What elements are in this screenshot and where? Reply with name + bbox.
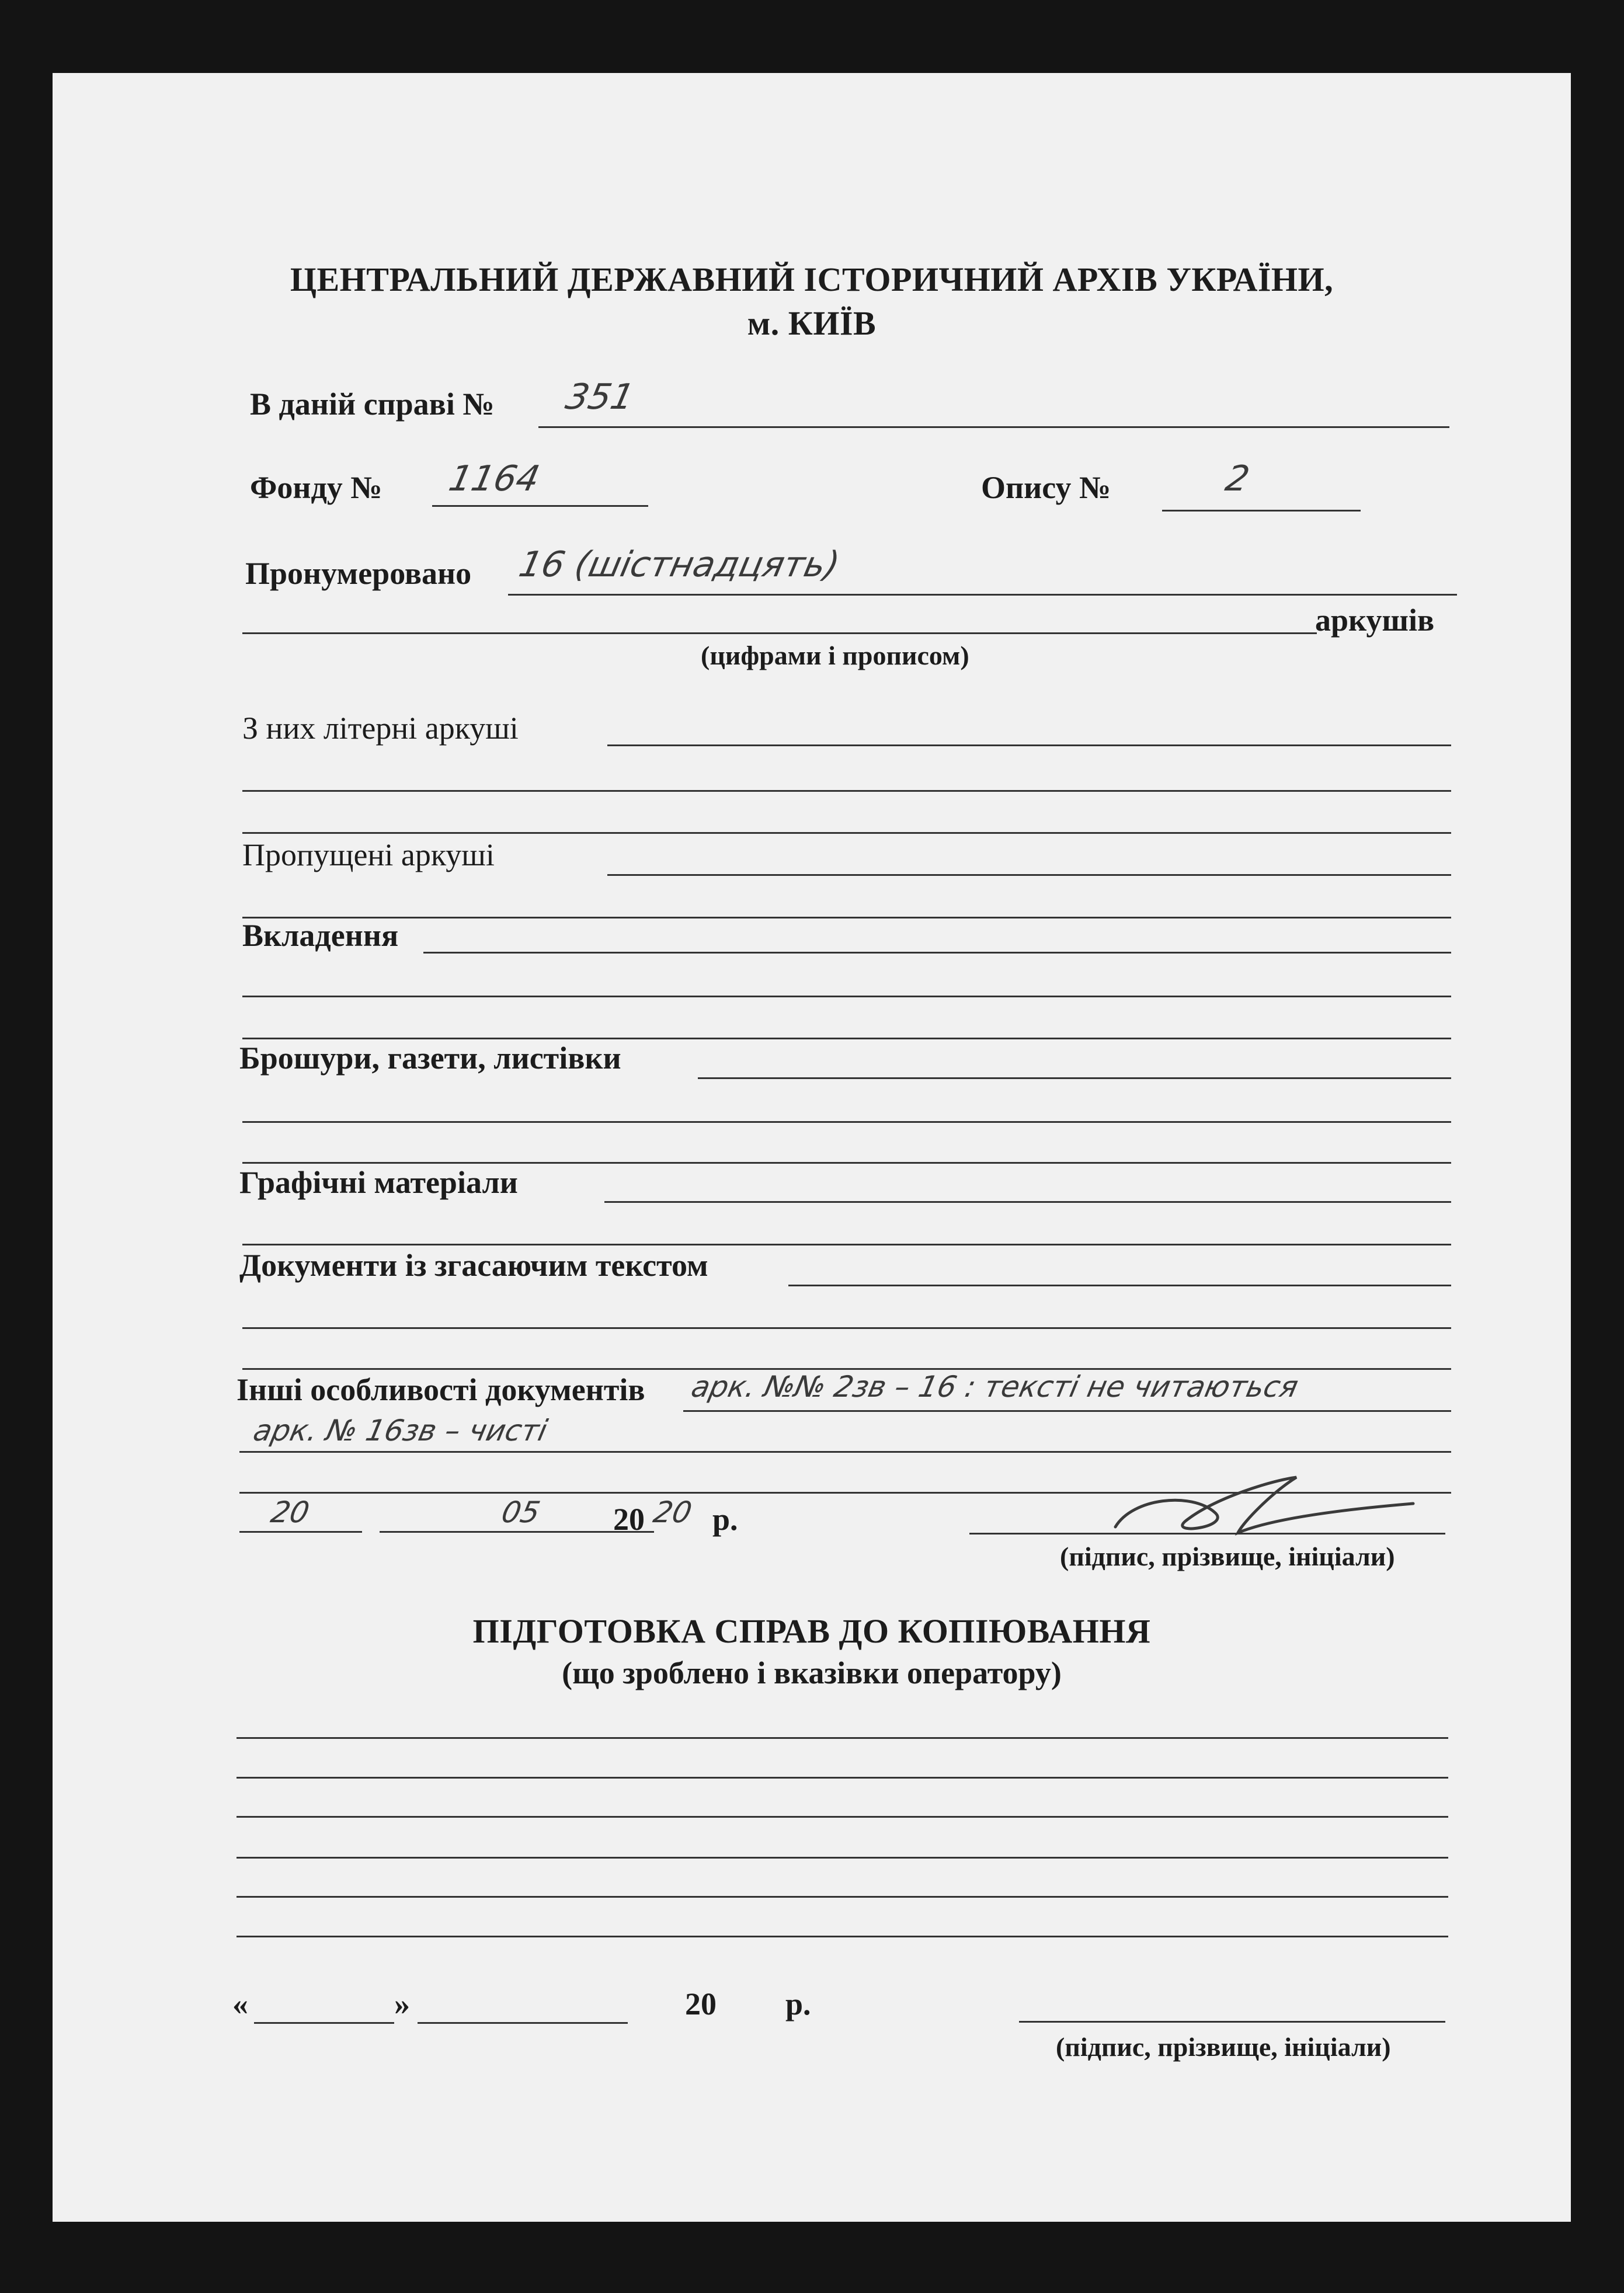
fading-line-1 <box>788 1285 1451 1286</box>
brochures-line-1 <box>698 1077 1451 1079</box>
other-value-line1[interactable]: арк. №№ 2зв – 16 : тексті не читаються <box>688 1370 1302 1404</box>
fond-label: Фонду № <box>250 470 382 505</box>
archive-name: ЦЕНТРАЛЬНИЙ ДЕРЖАВНИЙ ІСТОРИЧНИЙ АРХІВ УКРАЇНИ, <box>290 260 1334 298</box>
prep-line-3 <box>237 1816 1448 1818</box>
date-day-line <box>239 1531 362 1533</box>
attachments-label: Вкладення <box>242 918 399 953</box>
brochures-line-3 <box>242 1162 1451 1164</box>
date-r: р. <box>712 1502 738 1537</box>
date-year-prefix: 20 <box>613 1502 645 1537</box>
case-number-label: В даній справі № <box>250 387 495 422</box>
numbered-label: Пронумеровано <box>245 556 472 591</box>
prep-signature-hint: (підпис, прізвище, ініціали) <box>1056 2032 1391 2062</box>
prep-month-line <box>418 2022 628 2024</box>
graphic-line-2 <box>242 1244 1451 1245</box>
graphic-label: Графічні матеріали <box>239 1165 518 1200</box>
prep-day-line <box>254 2022 394 2024</box>
opys-label: Опису № <box>981 470 1111 505</box>
prep-subtitle: (що зроблено і вказівки оператору) <box>562 1655 1062 1690</box>
missing-sheets-label: Пропущені аркуші <box>242 837 495 872</box>
brochures-label: Брошури, газети, листівки <box>239 1041 621 1076</box>
missing-line-1 <box>607 874 1451 876</box>
prep-year-prefix: 20 <box>685 1986 717 2021</box>
signature-hint: (підпис, прізвище, ініціали) <box>1060 1542 1395 1571</box>
form-page <box>53 73 1571 2222</box>
fond-value[interactable]: 1164 <box>445 458 544 499</box>
case-number-value[interactable]: 351 <box>562 377 638 417</box>
date-day[interactable]: 20 <box>267 1495 312 1529</box>
literal-sheets-label: З них літерні аркуші <box>242 711 519 746</box>
prep-quote-open: « <box>232 1986 248 2021</box>
prep-line-4 <box>237 1857 1448 1859</box>
other-value-line2[interactable]: арк. № 16зв – чисті <box>250 1414 551 1448</box>
missing-line-2 <box>242 917 1451 918</box>
prep-signature-line <box>1019 2021 1445 2023</box>
graphic-line-1 <box>604 1201 1451 1203</box>
case-number-line <box>538 426 1449 428</box>
literal-line-3 <box>242 832 1451 834</box>
literal-line-2 <box>242 790 1451 792</box>
prep-line-6 <box>237 1936 1448 1937</box>
prep-line-5 <box>237 1896 1448 1898</box>
numbered-line-2 <box>242 632 1317 634</box>
prep-line-1 <box>237 1737 1448 1739</box>
fading-line-2 <box>242 1327 1451 1329</box>
literal-line-1 <box>607 744 1451 746</box>
numbered-hint: (цифрами і прописом) <box>701 641 969 670</box>
prep-title: ПІДГОТОВКА СПРАВ ДО КОПІЮВАННЯ <box>472 1612 1151 1650</box>
date-month[interactable]: 05 <box>498 1495 543 1529</box>
brochures-line-2 <box>242 1121 1451 1123</box>
prep-quote-close: » <box>394 1986 410 2021</box>
prep-r: р. <box>785 1986 811 2021</box>
opys-value[interactable]: 2 <box>1222 458 1253 499</box>
archive-city: м. КИЇВ <box>747 304 877 342</box>
attachments-line-2 <box>242 996 1451 997</box>
other-line-1 <box>683 1410 1451 1412</box>
numbered-line-1 <box>508 594 1457 596</box>
opys-line <box>1162 510 1361 512</box>
signature-line <box>969 1533 1445 1535</box>
attachments-line-1 <box>423 952 1451 954</box>
fading-label: Документи із згасаючим текстом <box>239 1248 708 1283</box>
sheets-word: аркушів <box>1315 603 1435 638</box>
other-line-2 <box>239 1451 1451 1453</box>
date-year-suffix[interactable]: 20 <box>650 1495 695 1529</box>
other-features-label: Інші особливості документів <box>237 1372 645 1407</box>
prep-line-2 <box>237 1777 1448 1779</box>
numbered-value[interactable]: 16 (шістнадцять) <box>515 544 843 585</box>
attachments-line-3 <box>242 1038 1451 1039</box>
fond-line <box>432 505 648 507</box>
